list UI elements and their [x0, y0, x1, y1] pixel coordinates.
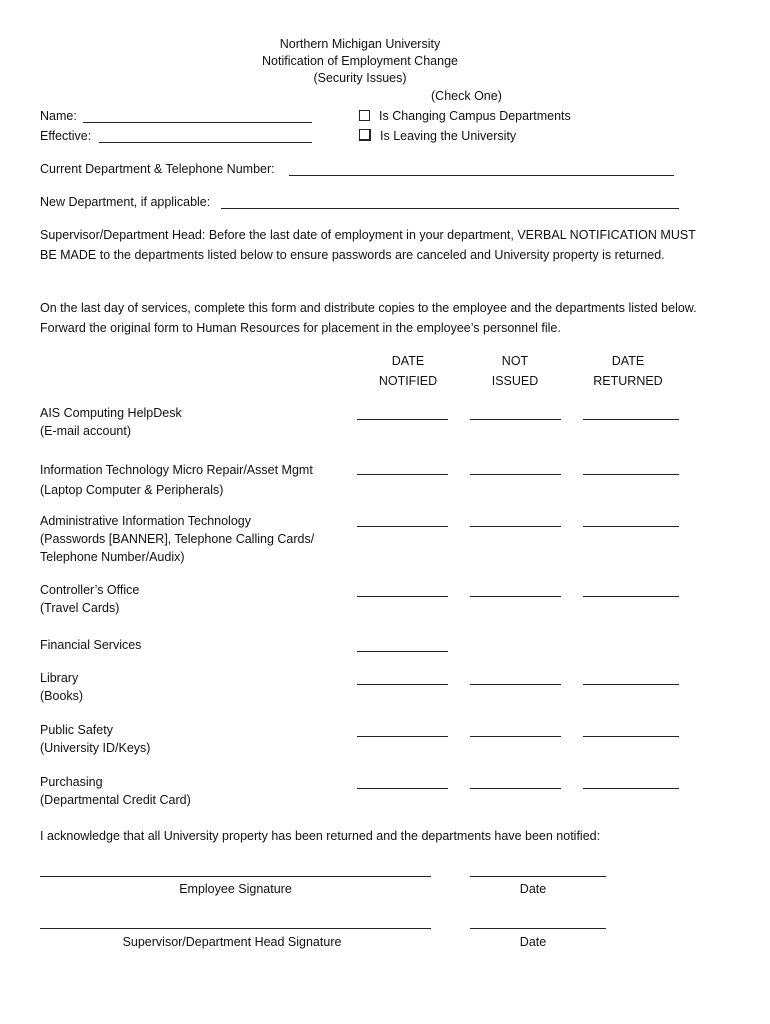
- department-controllers-office: [40, 581, 139, 617]
- public-safety-date-notified-field[interactable]: [357, 736, 448, 737]
- column-date-returned: [578, 351, 678, 391]
- department-admin-it: [40, 512, 314, 566]
- current-department-field[interactable]: [289, 175, 674, 176]
- department-public-safety: [40, 721, 150, 757]
- it-micro-date-returned-field[interactable]: [583, 474, 679, 475]
- effective-label: Effective:: [40, 129, 92, 143]
- employee-date-field[interactable]: [470, 876, 606, 877]
- public-safety-date-returned-field[interactable]: [583, 736, 679, 737]
- name-label: Name:: [40, 109, 77, 123]
- library-not-issued-field[interactable]: [470, 684, 561, 685]
- checkbox-leaving-university[interactable]: [359, 129, 371, 141]
- department-note: (Departmental Credit Card): [40, 793, 191, 807]
- ais-date-returned-field[interactable]: [583, 419, 679, 420]
- option-leaving-university[interactable]: [359, 129, 516, 143]
- column-not-issued-line1: NOT: [501, 354, 529, 368]
- library-date-returned-field[interactable]: [583, 684, 679, 685]
- department-name: AIS Computing HelpDesk: [40, 406, 182, 420]
- ais-date-notified-field[interactable]: [357, 419, 448, 420]
- column-date-returned-line2: RETURNED: [593, 374, 663, 388]
- department-name: Information Technology Micro Repair/Asset Mgmt: [40, 463, 313, 477]
- column-date-notified-line1: DATE: [391, 354, 425, 368]
- column-not-issued-line2: ISSUED: [491, 374, 539, 388]
- department-name: Controller’s Office: [40, 583, 140, 597]
- department-ais-helpdesk: [40, 404, 182, 440]
- it-micro-not-issued-field[interactable]: [470, 474, 561, 475]
- controller-not-issued-field[interactable]: [470, 596, 561, 597]
- employee-signature-label: Employee Signature: [179, 882, 292, 896]
- purchasing-date-notified-field[interactable]: [357, 788, 448, 789]
- ais-not-issued-field[interactable]: [470, 419, 561, 420]
- department-note: (University ID/Keys): [40, 741, 151, 755]
- it-micro-date-notified-field[interactable]: [357, 474, 448, 475]
- option-changing-departments-label: Is Changing Campus Departments: [379, 109, 571, 123]
- department-financial-services: [40, 636, 141, 654]
- form-subtitle: Notification of Employment Change: [262, 54, 458, 68]
- column-date-returned-line1: DATE: [611, 354, 645, 368]
- department-note: (Passwords [BANNER], Telephone Calling Cards/: [40, 532, 315, 546]
- new-department-label: New Department, if applicable:: [40, 195, 211, 209]
- column-date-notified: [358, 351, 458, 391]
- department-library: [40, 669, 83, 705]
- financial-date-notified-field[interactable]: [357, 651, 448, 652]
- department-note: (Laptop Computer & Peripherals): [40, 483, 224, 497]
- department-note: (Travel Cards): [40, 601, 120, 615]
- department-note: (Books): [40, 689, 84, 703]
- acknowledgement-text: I acknowledge that all University property has been returned and the departments have been notified:: [40, 829, 601, 843]
- column-not-issued: [465, 351, 565, 391]
- department-name: Public Safety: [40, 723, 113, 737]
- distribution-instructions: On the last day of services, complete this form and distribute copies to the employee and the departments listed below. Forward the original form to Human Resources for placement in the employee’s personnel file.: [40, 301, 697, 335]
- employee-signature-field[interactable]: [40, 876, 431, 877]
- option-leaving-university-label: Is Leaving the University: [380, 129, 517, 143]
- supervisor-instructions: Supervisor/Department Head: Before the last date of employment in your department, VERBAL NOTIFICATION MUST BE MADE to the departments listed below to ensure passwords are canceled and University property is returned.: [40, 228, 696, 262]
- supervisor-signature-label: Supervisor/Department Head Signature: [122, 935, 342, 949]
- department-purchasing: [40, 773, 191, 809]
- purchasing-not-issued-field[interactable]: [470, 788, 561, 789]
- controller-date-returned-field[interactable]: [583, 596, 679, 597]
- department-it-micro-repair: [40, 460, 313, 500]
- admin-it-date-notified-field[interactable]: [357, 526, 448, 527]
- department-name: Library: [40, 671, 79, 685]
- department-name: Financial Services: [40, 638, 142, 652]
- supervisor-signature-field[interactable]: [40, 928, 431, 929]
- new-department-field[interactable]: [221, 208, 679, 209]
- name-field[interactable]: [83, 122, 312, 123]
- option-changing-departments[interactable]: [359, 109, 571, 123]
- checkbox-changing-departments[interactable]: [359, 110, 370, 121]
- form-subtitle-security: (Security Issues): [313, 71, 407, 85]
- purchasing-date-returned-field[interactable]: [583, 788, 679, 789]
- effective-field[interactable]: [99, 142, 312, 143]
- library-date-notified-field[interactable]: [357, 684, 448, 685]
- form-title: Northern Michigan University: [279, 37, 441, 51]
- supervisor-date-field[interactable]: [470, 928, 606, 929]
- admin-it-date-returned-field[interactable]: [583, 526, 679, 527]
- public-safety-not-issued-field[interactable]: [470, 736, 561, 737]
- supervisor-date-label: Date: [519, 935, 547, 949]
- controller-date-notified-field[interactable]: [357, 596, 448, 597]
- department-name: Administrative Information Technology: [40, 514, 251, 528]
- check-one-label: (Check One): [431, 89, 502, 103]
- department-note: (E-mail account): [40, 424, 131, 438]
- department-name: Purchasing: [40, 775, 103, 789]
- employee-date-label: Date: [519, 882, 547, 896]
- current-department-label: Current Department & Telephone Number:: [40, 162, 275, 176]
- admin-it-not-issued-field[interactable]: [470, 526, 561, 527]
- column-date-notified-line2: NOTIFIED: [378, 374, 438, 388]
- department-note: Telephone Number/Audix): [40, 550, 185, 564]
